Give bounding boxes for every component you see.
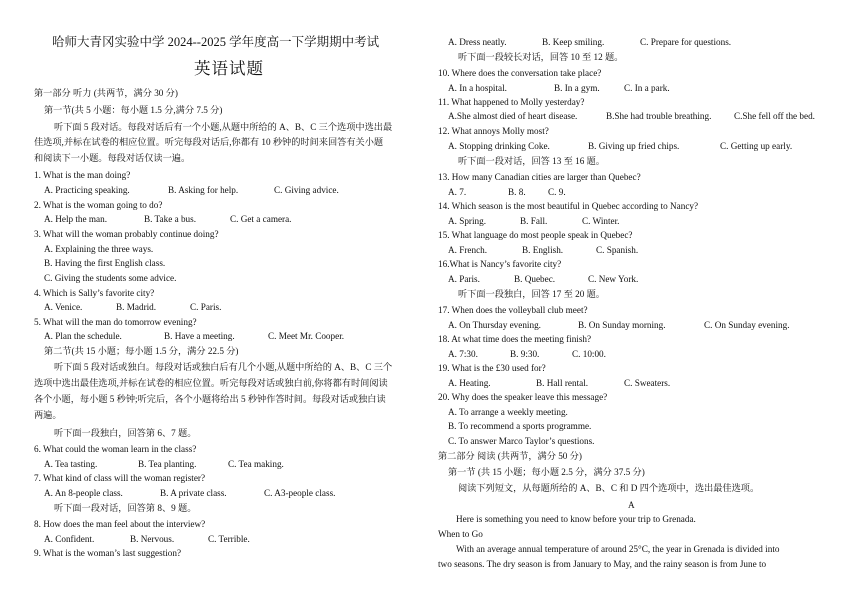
option-b: B. To recommend a sports programme. xyxy=(448,421,592,431)
part1-section2-heading: 第二节(共 15 小题；每小题 1.5 分，满分 22.5 分) xyxy=(44,346,239,356)
option-a: A. Plan the schedule. xyxy=(44,331,122,341)
option-a: A. 7. xyxy=(448,187,467,197)
option-c: C.She fell off the bed. xyxy=(734,111,815,121)
part1-section1-heading: 第一节(共 5 小题：每小题 1.5 分,满分 7.5 分) xyxy=(44,105,223,115)
option-a: A. Paris. xyxy=(448,274,480,284)
option-a: A. Confident. xyxy=(44,534,95,544)
option-c: C. A3-people class. xyxy=(264,488,336,498)
option-c: C. Spanish. xyxy=(596,245,639,255)
option-a: A. French. xyxy=(448,245,488,255)
question-stem: 5. What will the man do tomorrow evening? xyxy=(34,317,197,327)
option-b: B. Have a meeting. xyxy=(164,331,235,341)
option-a: A. In a hospital. xyxy=(448,83,507,93)
part1-section1-instruction: 和阅读下一小题。每段对话仅读一遍。 xyxy=(34,153,191,163)
question-stem: 20. Why does the speaker leave this message? xyxy=(438,392,608,402)
option-c: C. Paris. xyxy=(190,302,222,312)
question-stem: 17. When does the volleyball club meet? xyxy=(438,305,588,315)
option-b: B. 9:30. xyxy=(510,349,540,359)
part1-heading: 第一部分 听力 (共两节，满分 30 分) xyxy=(34,88,178,98)
option-b: B. 8. xyxy=(508,187,526,197)
option-c: C. Terrible. xyxy=(208,534,250,544)
question-stem: 2. What is the woman going to do? xyxy=(34,200,163,210)
question-stem: 12. What annoys Molly most? xyxy=(438,126,549,136)
option-b: B. Keep smiling. xyxy=(542,37,605,47)
option-b: B. Tea planting. xyxy=(138,459,197,469)
exam-title: 哈师大青冈实验中学 2024--2025 学年度高一下学期期中考试 xyxy=(52,35,380,49)
question-stem: 1. What is the man doing? xyxy=(34,170,131,180)
option-a: A. Tea tasting. xyxy=(44,459,98,469)
part1-section1-instruction: 听下面 5 段对话。每段对话后有一个小题,从题中所给的 A、B、C 三个选项中选出最 xyxy=(54,122,393,132)
option-b: B. Hall rental. xyxy=(536,378,589,388)
option-c: C. 10:00. xyxy=(572,349,606,359)
part1-section2-instruction: 两遍。 xyxy=(34,410,62,420)
question-stem: 19. What is the £30 used for? xyxy=(438,363,546,373)
option-b: B. Asking for help. xyxy=(168,185,239,195)
part1-section2-instruction: 各个小题，每小题 5 秒钟;听完后，各个小题将给出 5 秒钟作答时间。每段对话或独白读 xyxy=(34,394,386,404)
passage-intro: Here is something you need to know before your trip to Grenada. xyxy=(456,514,696,524)
option-a: A. Explaining the three ways. xyxy=(44,244,154,254)
option-b: B. Having the first English class. xyxy=(44,258,166,268)
option-c: C. Sweaters. xyxy=(624,378,671,388)
option-a: A. Stopping drinking Coke. xyxy=(448,141,550,151)
option-a: A. An 8-people class. xyxy=(44,488,123,498)
option-c: C. To answer Marco Taylor’s questions. xyxy=(448,436,595,446)
option-c: C. Tea making. xyxy=(228,459,284,469)
option-c: C. Winter. xyxy=(582,216,620,226)
option-a: A. Help the man. xyxy=(44,214,108,224)
option-a: A. Practicing speaking. xyxy=(44,185,130,195)
option-c: C. New York. xyxy=(588,274,639,284)
question-stem: 4. Which is Sally’s favorite city? xyxy=(34,288,155,298)
listening-note: 听下面一段对话，回答 13 至 16 题。 xyxy=(458,156,605,166)
passage-body-line: two seasons. The dry season is from January to May, and the rainy season is from June to xyxy=(438,559,767,569)
option-b: B. Giving up fried chips. xyxy=(588,141,680,151)
passage-label: A xyxy=(628,500,635,510)
listening-note: 听下面一段独白，回答 17 至 20 题。 xyxy=(458,289,605,299)
question-stem: 3. What will the woman probably continue doing? xyxy=(34,229,219,239)
question-stem: 16.What is Nancy’s favorite city? xyxy=(438,259,562,269)
option-b: B. Take a bus. xyxy=(144,214,197,224)
part2-instructions: 阅读下列短文，从每题所给的 A、B、C 和 D 四个选项中，选出最佳选项。 xyxy=(458,483,760,493)
part2-heading: 第二部分 阅读 (共两节，满分 50 分) xyxy=(438,451,582,461)
option-c: C. Get a camera. xyxy=(230,214,292,224)
option-b: B. In a gym. xyxy=(554,83,600,93)
option-a: A. Venice. xyxy=(44,302,83,312)
question-stem: 6. What could the woman learn in the class? xyxy=(34,444,197,454)
question-stem: 18. At what time does the meeting finish? xyxy=(438,334,592,344)
option-a: A. 7:30. xyxy=(448,349,478,359)
option-b: B. Nervous. xyxy=(130,534,175,544)
listening-note: 听下面一段对话，回答第 8、9 题。 xyxy=(54,503,197,513)
question-stem: 10. Where does the conversation take place? xyxy=(438,68,602,78)
option-b: B. On Sunday morning. xyxy=(578,320,666,330)
question-stem: 8. How does the man feel about the interview? xyxy=(34,519,206,529)
question-stem: 15. What language do most people speak in Quebec? xyxy=(438,230,633,240)
listening-note: 听下面一段较长对话，回答 10 至 12 题。 xyxy=(458,52,624,62)
part1-section2-instruction: 选项中选出最佳选项,并标在试卷的相应位置。听完每段对话或独白前,你将都有时间阅读 xyxy=(34,378,388,388)
exam-subtitle: 英语试题 xyxy=(194,59,264,78)
option-b: B. A private class. xyxy=(160,488,227,498)
option-c: C. On Sunday evening. xyxy=(704,320,790,330)
question-stem: 7. What kind of class will the woman register? xyxy=(34,473,206,483)
option-c: C. Prepare for questions. xyxy=(640,37,732,47)
option-a: A. Heating. xyxy=(448,378,491,388)
option-c: C. In a park. xyxy=(624,83,670,93)
option-b: B. Fall. xyxy=(520,216,548,226)
listening-note: 听下面一段独白，回答第 6、7 题。 xyxy=(54,428,197,438)
option-a: A. Dress neatly. xyxy=(448,37,507,47)
part1-section2-instruction: 听下面 5 段对话或独白。每段对话或独白后有几个小题,从题中所给的 A、B、C 三个 xyxy=(54,362,393,372)
option-a: A. Spring. xyxy=(448,216,487,226)
option-c: C. 9. xyxy=(548,187,566,197)
part1-section1-instruction: 佳选项,并标在试卷的相应位置。听完每段对话后,你都有 10 秒钟的时间来回答有关小题 xyxy=(34,137,384,147)
passage-subheading: When to Go xyxy=(438,529,483,539)
option-c: C. Giving advice. xyxy=(274,185,339,195)
question-stem: 13. How many Canadian cities are larger than Quebec? xyxy=(438,172,641,182)
option-a: A.She almost died of heart disease. xyxy=(448,111,578,121)
question-stem: 14. Which season is the most beautiful in Quebec according to Nancy? xyxy=(438,201,699,211)
option-a: A. To arrange a weekly meeting. xyxy=(448,407,568,417)
question-stem: 9. What is the woman’s last suggestion? xyxy=(34,548,182,558)
passage-body-line: With an average annual temperature of around 25°C, the year in Grenada is divided into xyxy=(456,544,780,554)
option-b: B. Madrid. xyxy=(116,302,157,312)
option-a: A. On Thursday evening. xyxy=(448,320,541,330)
option-b: B. Quebec. xyxy=(514,274,556,284)
option-b: B.She had trouble breathing. xyxy=(606,111,712,121)
option-c: C. Giving the students some advice. xyxy=(44,273,177,283)
part2-section1-heading: 第一节 (共 15 小题；每小题 2.5 分，满分 37.5 分) xyxy=(448,467,645,477)
option-c: C. Getting up early. xyxy=(720,141,793,151)
option-c: C. Meet Mr. Cooper. xyxy=(268,331,345,341)
option-b: B. English. xyxy=(522,245,564,255)
question-stem: 11. What happened to Molly yesterday? xyxy=(438,97,585,107)
